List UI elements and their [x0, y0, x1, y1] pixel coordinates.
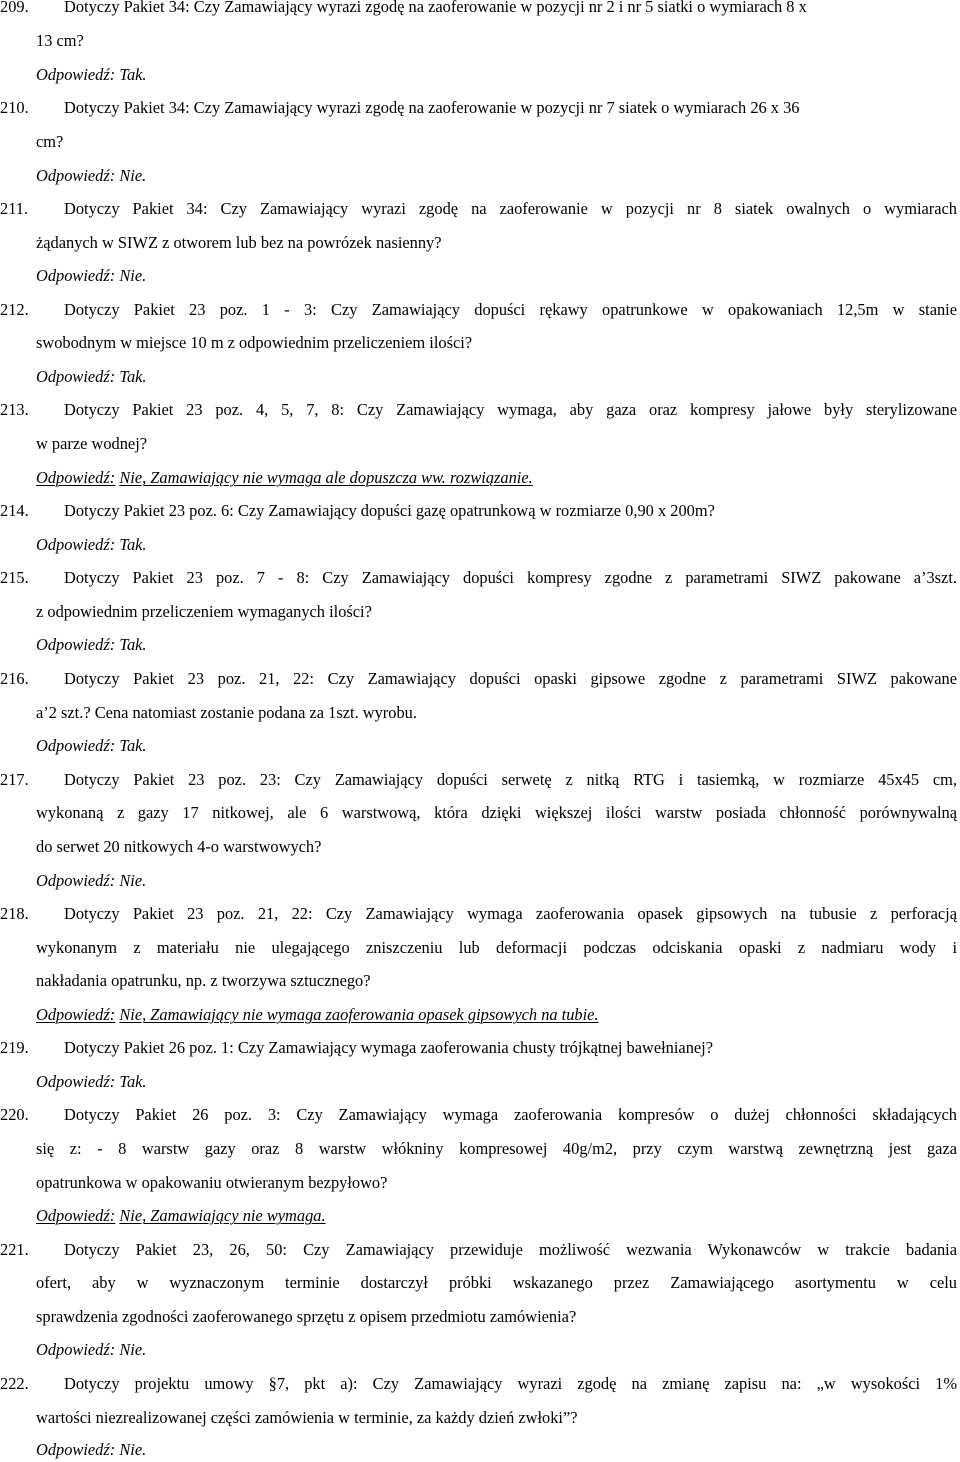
- answer-text: [36, 63, 960, 87]
- question-text: żądanych w SIWZ z otworem lub bez na powrózek nasienny?: [36, 233, 442, 252]
- question-text: w parze wodnej?: [36, 434, 148, 453]
- question-number: 212.: [0, 300, 29, 319]
- answer-label: Odpowiedź:: [36, 635, 116, 654]
- question-number: 218.: [0, 904, 29, 923]
- answer-label: Odpowiedź:: [36, 468, 116, 487]
- answer-text: [36, 264, 960, 288]
- question-text: swobodnym w miejsce 10 m z odpowiednim przeliczeniem ilości?: [36, 333, 473, 352]
- answer-text: [36, 1204, 960, 1228]
- answer-214: [0, 533, 960, 557]
- question-text: Dotyczy Pakiet 23, 26, 50: Czy Zamawiający przewiduje możliwość wezwania Wykonawców w trakcie badania: [64, 1240, 957, 1259]
- question-217-continuation: [0, 801, 960, 825]
- answer-text: [36, 466, 960, 490]
- question-text: wykonaną z gazy 17 nitkowej, ale 6 warstwową, która dzięki większej ilości warstw posiada chłonność porównywalną: [36, 803, 957, 822]
- question-217-continuation: [0, 835, 960, 859]
- answer-value: Nie, Zamawiający nie wymaga.: [119, 1206, 326, 1225]
- question-number: 222.: [0, 1374, 29, 1393]
- answer-217: [0, 869, 960, 893]
- question-number: 221.: [0, 1240, 29, 1259]
- question-text: Dotyczy Pakiet 23 poz. 6: Czy Zamawiający dopuści gazę opatrunkową w rozmiarze 0,90 x 200m?: [64, 501, 715, 520]
- answer-label: Odpowiedź:: [36, 367, 116, 386]
- question-218: [0, 902, 960, 926]
- answer-text: [36, 633, 960, 657]
- answer-value: Tak.: [119, 65, 147, 84]
- answer-value: Tak.: [119, 635, 147, 654]
- answer-text: [36, 164, 960, 188]
- question-213: [0, 398, 960, 422]
- question-text: Dotyczy Pakiet 34: Czy Zamawiający wyrazi zgodę na zaoferowanie w pozycji nr 7 siatek o wymiarach 26 x 36: [64, 98, 800, 117]
- question-218-continuation: [0, 969, 960, 993]
- question-number: 213.: [0, 400, 29, 419]
- answer-215: [0, 633, 960, 657]
- answer-label: Odpowiedź:: [36, 1340, 116, 1359]
- answer-label: Odpowiedź:: [36, 1440, 116, 1459]
- question-221-continuation: [0, 1305, 960, 1329]
- question-text: Dotyczy projektu umowy §7, pkt a): Czy Zamawiający wyrazi zgodę na zmianę zapisu na: „w wysokości 1%: [64, 1374, 957, 1393]
- answer-210: [0, 164, 960, 188]
- answer-label: Odpowiedź:: [36, 1206, 116, 1225]
- answer-219: [0, 1070, 960, 1094]
- question-text: Dotyczy Pakiet 23 poz. 21, 22: Czy Zamawiający wymaga zaoferowania opasek gipsowych na tubusie z perforacją: [64, 904, 957, 923]
- question-218-continuation: [0, 936, 960, 960]
- answer-label: Odpowiedź:: [36, 65, 116, 84]
- answer-220: [0, 1204, 960, 1228]
- question-210-continuation: [0, 130, 960, 154]
- question-number: 217.: [0, 770, 29, 789]
- answer-209: [0, 63, 960, 87]
- question-text: opatrunkowa w opakowaniu otwieranym bezpyłowo?: [36, 1173, 388, 1192]
- question-text: Dotyczy Pakiet 23 poz. 1 - 3: Czy Zamawiający dopuści rękawy opatrunkowe w opakowaniach 12,5m w stanie: [64, 300, 957, 319]
- answer-label: Odpowiedź:: [36, 1005, 116, 1024]
- answer-label: Odpowiedź:: [36, 266, 116, 285]
- question-209-continuation: [0, 29, 960, 53]
- question-209: [0, 0, 960, 19]
- question-number: 220.: [0, 1105, 29, 1124]
- question-212-continuation: [0, 331, 960, 355]
- question-text: nakładania opatrunku, np. z tworzywa sztucznego?: [36, 971, 371, 990]
- question-number: 215.: [0, 568, 29, 587]
- question-210: [0, 96, 960, 120]
- answer-text: [36, 1338, 960, 1362]
- question-number: 219.: [0, 1038, 29, 1057]
- answer-label: Odpowiedź:: [36, 166, 116, 185]
- question-text: wykonanym z materiału nie ulegającego zniszczeniu lub deformacji podczas odciskania opaski z nadmiaru wody i: [36, 938, 957, 957]
- question-text: Dotyczy Pakiet 23 poz. 23: Czy Zamawiający dopuści serwetę z nitką RTG i tasiemką, w rozmiarze 45x45 cm,: [64, 770, 957, 789]
- question-215: [0, 566, 960, 590]
- question-text: 13 cm?: [36, 31, 84, 50]
- question-text: a’2 szt.? Cena natomiast zostanie podana za 1szt. wyrobu.: [36, 703, 417, 722]
- question-220: [0, 1103, 960, 1127]
- question-text: Dotyczy Pakiet 34: Czy Zamawiający wyrazi zgodę na zaoferowanie w pozycji nr 2 i nr 5 siatki o wymiarach 8 x: [64, 0, 807, 16]
- question-text: Dotyczy Pakiet 23 poz. 4, 5, 7, 8: Czy Zamawiający wymaga, aby gaza oraz kompresy jałowe były sterylizowane: [64, 400, 957, 419]
- answer-value: Nie, Zamawiający nie wymaga ale dopuszcza ww. rozwiązanie.: [119, 468, 533, 487]
- question-number: 210.: [0, 98, 29, 117]
- answer-222: [0, 1438, 960, 1462]
- answer-218: [0, 1003, 960, 1027]
- question-text: sprawdzenia zgodności zaoferowanego sprzętu z opisem przedmiotu zamówienia?: [36, 1307, 577, 1326]
- answer-value: Tak.: [119, 736, 147, 755]
- question-211-continuation: [0, 231, 960, 255]
- question-216: [0, 667, 960, 691]
- question-211: [0, 197, 960, 221]
- question-216-continuation: [0, 701, 960, 725]
- answer-label: Odpowiedź:: [36, 871, 116, 890]
- question-221: [0, 1238, 960, 1262]
- answer-value: Nie.: [119, 1340, 147, 1359]
- question-text: wartości niezrealizowanej części zamówienia w terminie, za każdy dzień zwłoki”?: [36, 1408, 578, 1427]
- answer-221: [0, 1338, 960, 1362]
- question-text: Dotyczy Pakiet 23 poz. 21, 22: Czy Zamawiający dopuści opaski gipsowe zgodne z parametrami SIWZ pakowane: [64, 669, 957, 688]
- question-221-continuation: [0, 1271, 960, 1295]
- answer-value: Tak.: [119, 535, 147, 554]
- answer-label: Odpowiedź:: [36, 1072, 116, 1091]
- question-text: cm?: [36, 132, 64, 151]
- answer-text: [36, 533, 960, 557]
- question-217: [0, 768, 960, 792]
- question-222-continuation: [0, 1406, 960, 1430]
- question-number: 209.: [0, 0, 29, 16]
- question-number: 216.: [0, 669, 29, 688]
- question-text: Dotyczy Pakiet 26 poz. 3: Czy Zamawiający wymaga zaoferowania kompresów o dużej chłonności składających: [64, 1105, 957, 1124]
- question-text: Dotyczy Pakiet 26 poz. 1: Czy Zamawiający wymaga zaoferowania chusty trójkątnej bawełnianej?: [64, 1038, 714, 1057]
- question-212: [0, 298, 960, 322]
- answer-text: [36, 869, 960, 893]
- answer-value: Nie.: [119, 871, 147, 890]
- question-number: 214.: [0, 501, 29, 520]
- answer-text: [36, 1438, 960, 1462]
- answer-text: [36, 734, 960, 758]
- answer-value: Tak.: [119, 367, 147, 386]
- answer-text: [36, 365, 960, 389]
- question-219: [0, 1036, 960, 1060]
- answer-value: Nie.: [119, 1440, 147, 1459]
- answer-label: Odpowiedź:: [36, 736, 116, 755]
- question-220-continuation: [0, 1171, 960, 1195]
- question-text: do serwet 20 nitkowych 4-o warstwowych?: [36, 837, 322, 856]
- answer-212: [0, 365, 960, 389]
- question-215-continuation: [0, 600, 960, 624]
- question-text: się z: - 8 warstw gazy oraz 8 warstw włókniny kompresowej 40g/m2, przy czym warstwą zewnętrzną jest gaza: [36, 1139, 957, 1158]
- question-214: [0, 499, 960, 523]
- question-number: 211.: [0, 199, 29, 218]
- answer-text: [36, 1003, 960, 1027]
- question-220-continuation: [0, 1137, 960, 1161]
- answer-label: Odpowiedź:: [36, 535, 116, 554]
- answer-213: [0, 466, 960, 490]
- answer-value: Nie.: [119, 166, 147, 185]
- answer-211: [0, 264, 960, 288]
- question-213-continuation: [0, 432, 960, 456]
- answer-text: [36, 1070, 960, 1094]
- answer-value: Tak.: [119, 1072, 147, 1091]
- answer-216: [0, 734, 960, 758]
- question-222: [0, 1372, 960, 1396]
- question-text: Dotyczy Pakiet 34: Czy Zamawiający wyrazi zgodę na zaoferowanie w pozycji nr 8 siatek owalnych o wymiarach: [64, 199, 957, 218]
- question-text: z odpowiednim przeliczeniem wymaganych ilości?: [36, 602, 372, 621]
- answer-value: Nie, Zamawiający nie wymaga zaoferowania opasek gipsowych na tubie.: [119, 1005, 599, 1024]
- answer-value: Nie.: [119, 266, 147, 285]
- question-text: ofert, aby w wyznaczonym terminie dostarczył próbki wskazanego przez Zamawiającego asortymentu w celu: [36, 1273, 957, 1292]
- question-text: Dotyczy Pakiet 23 poz. 7 - 8: Czy Zamawiający dopuści kompresy zgodne z parametrami SIWZ pakowane a’3szt.: [64, 568, 957, 587]
